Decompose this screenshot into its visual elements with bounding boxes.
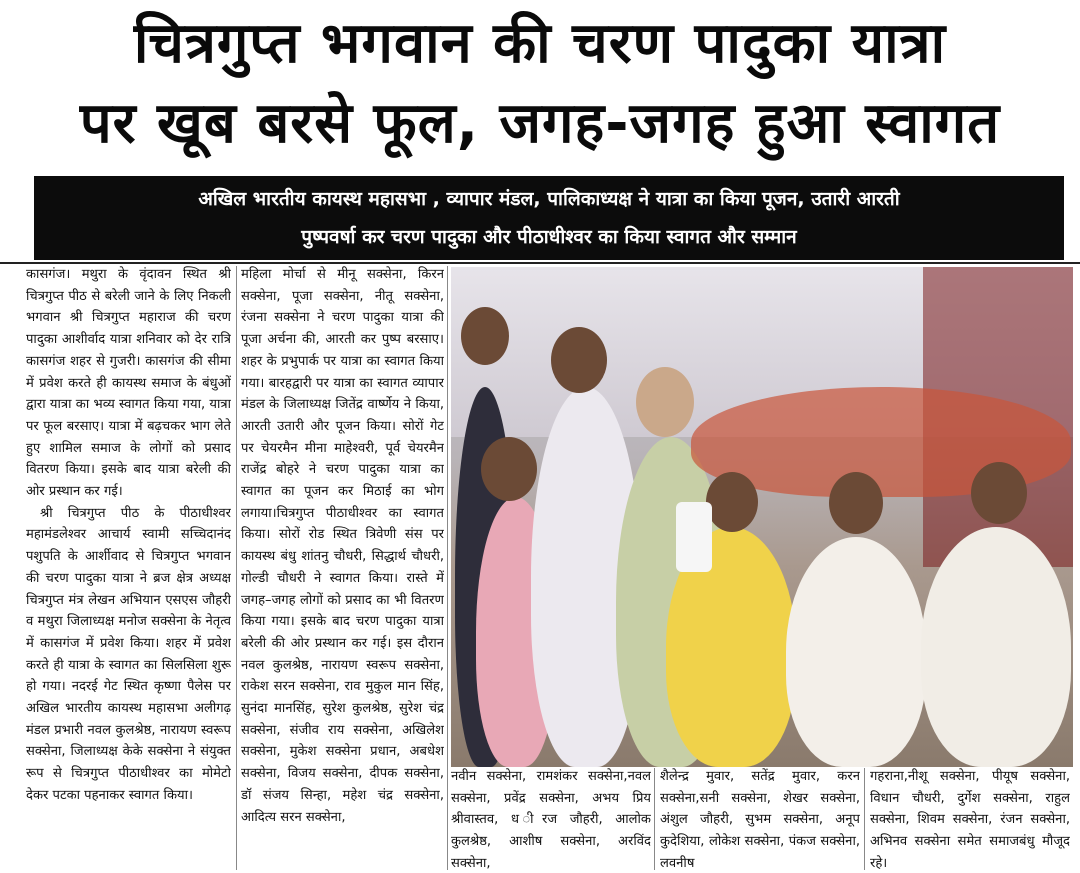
col1-paragraph-2: श्री चित्रगुप्त पीठ के पीठाधीश्वर महामंडलेश्वर आचार्य स्वामी सच्चिदानंद पशुपति के आर्शीवाद से चित्रगुप्त भगवान की चरण पादुका यात्रा ने ब्रज क्षेत्र अध्यक्ष चित्रगुप्त मंत्र लेखन अभियान एसएस जौहरी व मथुरा जिलाध्यक्ष मनोज सक्सेना के नेतृत्व में कासगंज में प्रवेश किया। शहर में प्रवेश करते ही यात्रा के स्वागत का सिलसिला शुरू हो गया। नदरई गेट स्थित कृष्णा पैलेस पर अखिल भारतीय कायस्थ महासभा अलीगढ़ मंडल प्रभारी नवल कुलश्रेष्ठ, नारायण स्वरूप सक्सेना, जिलाध्यक्ष केके सक्सेना ने संयुक्त रूप से चित्रगुप्त पीठाधीश्वर का मोमेटो देकर पटका पहनाकर स्वागत किया। [26,505,231,803]
article-column-4 [660,766,860,870]
photo-saint-head [706,472,758,532]
article-column-1 [26,264,231,870]
headline [0,0,1080,172]
subheadline-line-1: अखिल भारतीय कायस्थ महासभा , व्यापार मंडल, पालिकाध्यक्ष ने यात्रा का किया पूजन, उतारी आरती [198,188,900,210]
photo-person-head [461,307,509,365]
column-divider [864,768,865,870]
photo-child-head [481,437,537,501]
photo-elder-head [829,472,883,534]
article-column-5 [870,766,1070,870]
col4-paragraph-1: शैलेन्द्र मुवार, सतेंद्र मुवार, करन सक्सेना,सनी सक्सेना, शेखर सक्सेना, अंशुल जौहरी, सुभम सक्सेना, अनूप कुदेशिया, लोकेश सक्सेना, पंकज सक्सेना, लवनीष [660,769,860,870]
col2-paragraph-1: महिला मोर्चा से मीनू सक्सेना, किरन सक्सेना, पूजा सक्सेना, नीतू सक्सेना, रंजना सक्सेना ने चरण पादुका यात्रा की पूजा अर्चना की, आरती कर पुष्प बरसाए। शहर के प्रभुपार्क पर यात्रा का स्वागत किया गया। बारहद्वारी पर यात्रा का स्वागत व्यापार मंडल के जिलाध्यक्ष जितेंद्र वार्ष्णेय ने किया, आरती उतारी और पूजन किया। सोरों गेट पर चेयरमैन मीना माहेश्वरी, पूर्व चेयरमैन राजेंद्र बोहरे ने चरण पादुका यात्रा का स्वागत का पूजन कर मिठाई का भोग लगाया।चित्रगुप्त पीठाधीश्वर का स्वागत किया। सोरों रोड स्थित त्रिवेणी संस पर कायस्थ बंधु शांतनु चौधरी, सिद्धार्थ चौधरी, गोल्डी चौधरी ने स्वागत किया। रास्ते में जगह–जगह लोगों को प्रसाद का भी वितरण किया गया। इसके बाद चरण पादुका यात्रा बरेली की ओर प्रस्थान कर गई। इस दौरान नवल कुलश्रेष्ठ, नारायण स्वरूप सक्सेना, राकेश सरन सक्सेना, राव मुकुल मान सिंह, सुनंदा मानसिंह, सुरेश कुलश्रेष्ठ, सुरेश चंद्र सक्सेना, संजीव राय सक्सेना, अखिलेश सक्सेना, मुकेश सक्सेना प्रधान, अबधेश सक्सेना, विजय सक्सेना, दीपक सक्सेना, डॉ संजय सिन्हा, महेश चंद्र सक्सेना, आदित्य सरन सक्सेना, [241,267,444,825]
photo-person-head [636,367,694,437]
photo-seated-elder [921,527,1071,767]
photo-seated-elder [786,537,926,767]
subheadline-line-2: पुष्पवर्षा कर चरण पादुका और पीठाधीश्वर का किया स्वागत और सम्मान [301,226,797,248]
article-column-3 [451,766,651,870]
column-divider [654,768,655,870]
headline-line-1: चित्रगुप्त भगवान की चरण पादुका यात्रा [133,11,947,76]
col1-paragraph-1: कासगंज। मथुरा के वृंदावन स्थित श्री चित्रगुप्त पीठ से बरेली जाने के लिए निकली भगवान श्री चित्रगुप्त महाराज की चरण पादुका आशीर्वाद यात्रा शनिवार को देर रात्रि कासगंज शहर से गुजरी। कासगंज की सीमा में प्रवेश करते ही कायस्थ समाज के बंधुओं द्वारा यात्रा का भव्य स्वागत किया गया, यात्रा पर फूल बरसाए। यात्रा में बढ़चकर भाग लेते हुए शामिल समाज के लोगों को प्रसाद वितरण किया। इसके बाद यात्रा बरेली की ओर प्रस्थान कर गई। [26,267,231,500]
headline-line-2: पर खूब बरसे फूल, जगह-जगह हुआ स्वागत [79,91,1001,156]
photo-elder-head [971,462,1027,524]
col3-paragraph-1: नवीन सक्सेना, रामशंकर सक्सेना,नवल सक्सेना, प्रवेंद्र सक्सेना, अभय प्रिय श्रीवास्तव, ध ीरज जौहरी, आलोक कुलश्रेष्ठ, आशीष सक्सेना, अरविंद सक्सेना, [451,769,651,870]
column-divider [447,266,448,870]
col5-paragraph-1: गहराना,नीशू सक्सेना, पीयूष सक्सेना, विधान चौधरी, दुर्गेश सक्सेना, राहुल सक्सेना, शिवम सक्सेना, रंजन सक्सेना, अभिनव सक्सेना समेत समाजबंधु मौजूद रहे। [870,769,1070,870]
column-divider [236,266,237,870]
photo-person-head [551,327,607,393]
article-column-2 [241,264,444,870]
event-photo [451,267,1073,767]
subheadline-bar [34,176,1064,260]
photo-memento-shield [676,502,712,572]
